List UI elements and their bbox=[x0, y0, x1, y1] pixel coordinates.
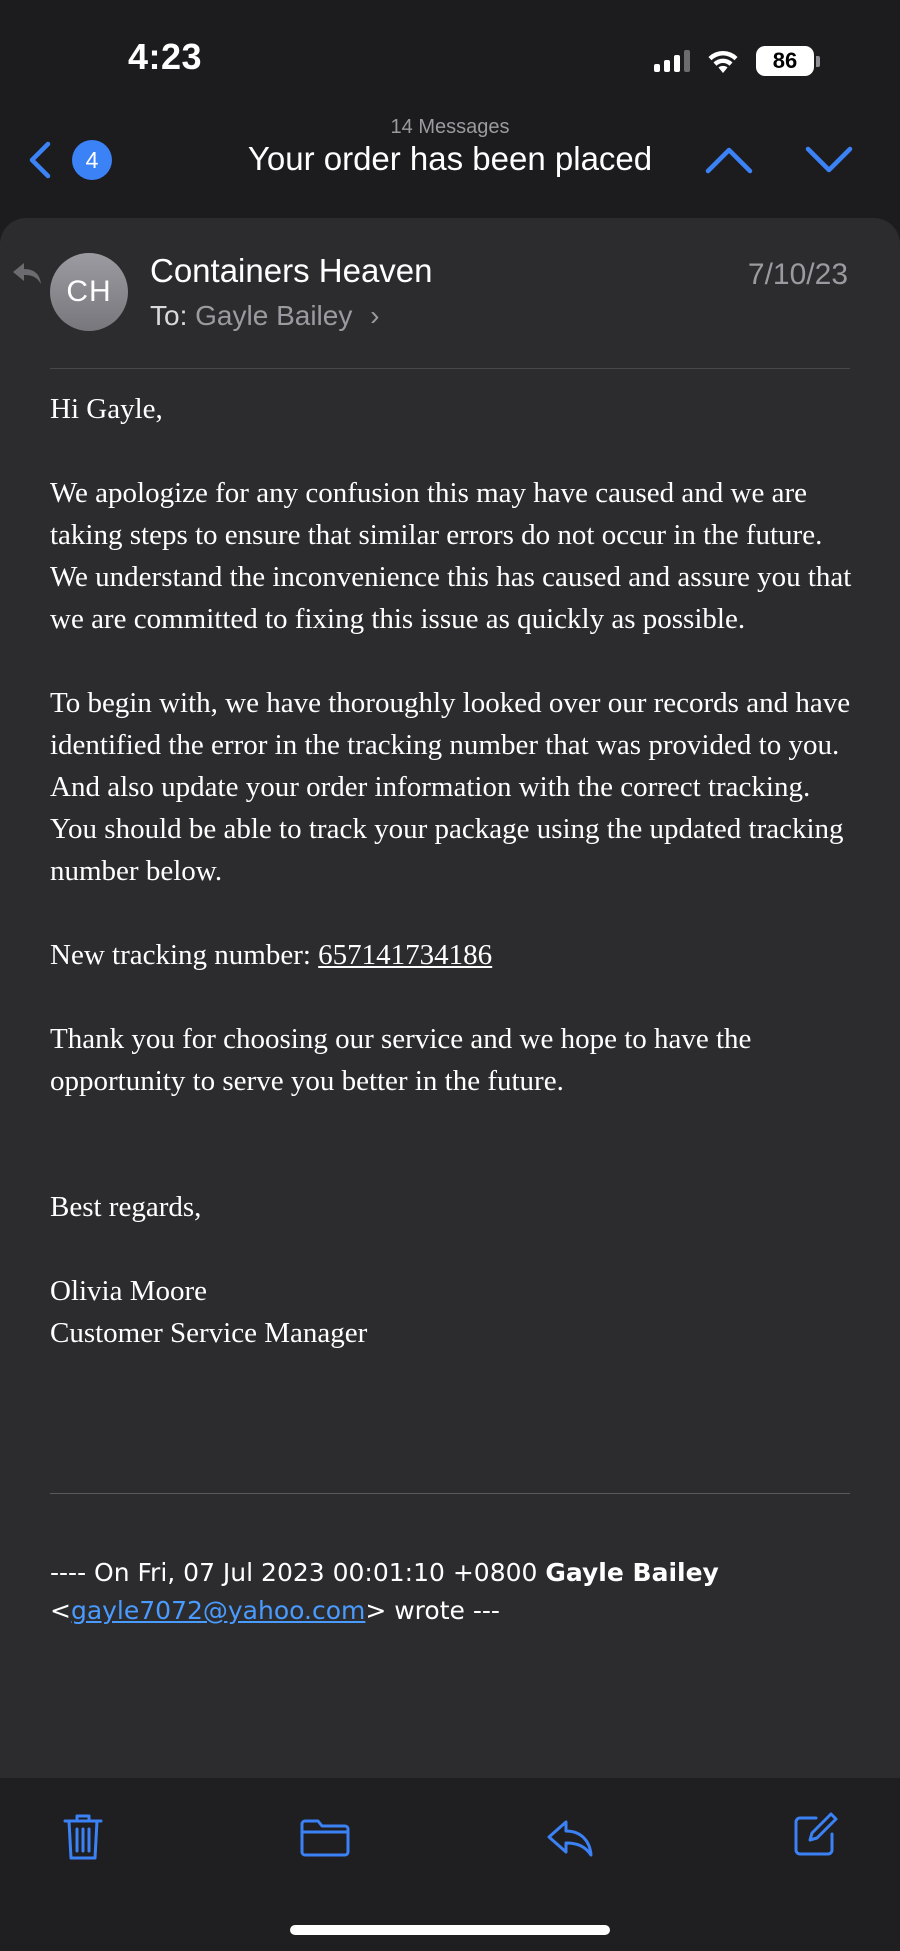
sender-name[interactable]: Containers Heaven bbox=[150, 252, 433, 289]
status-bar bbox=[0, 0, 900, 110]
status-time: 4:23 bbox=[128, 36, 203, 77]
cellular-signal-icon bbox=[654, 50, 690, 72]
compose-icon[interactable] bbox=[792, 1812, 838, 1858]
quoted-email-link[interactable]: gayle7072@yahoo.com bbox=[70, 1596, 366, 1625]
greeting: Hi Gayle, bbox=[50, 393, 163, 425]
quoted-author: Gayle Bailey bbox=[545, 1558, 719, 1587]
divider bbox=[50, 368, 850, 369]
battery-icon bbox=[756, 46, 820, 76]
home-indicator[interactable] bbox=[290, 1925, 610, 1935]
recipient-line[interactable] bbox=[150, 300, 379, 332]
signoff: Best regards, bbox=[50, 1191, 202, 1223]
signer-name: Olivia Moore bbox=[50, 1275, 208, 1307]
message-date: 7/10/23 bbox=[747, 258, 848, 291]
tracking-label: New tracking number: bbox=[50, 939, 319, 971]
tracking-number-link[interactable]: 657141734186 bbox=[318, 939, 493, 971]
quote-divider bbox=[50, 1493, 850, 1494]
body-paragraph: To begin with, we have thoroughly looked over our records and have identified the error in the tracking number that was provided to you. And also update your order information with the correct tracking. You should be able to track your package using the updated tracking number below. bbox=[50, 687, 851, 887]
thread-title-text: Your order has been placed bbox=[247, 140, 653, 177]
body-paragraph: We apologize for any confusion this may have caused and we are taking steps to ensure that similar errors do not occur in the future. We understand the inconvenience this has caused and assure you that we are committed to fixing this issue as quickly as possible. bbox=[50, 477, 852, 635]
status-icons bbox=[654, 44, 820, 78]
to-label: To: bbox=[150, 300, 188, 331]
body-paragraph: Thank you for choosing our service and we hope to have the opportunity to serve you better in the future. bbox=[50, 1023, 752, 1097]
wifi-icon bbox=[706, 48, 740, 74]
message-card bbox=[0, 218, 900, 1778]
previous-message-chevron-up-icon[interactable] bbox=[704, 144, 754, 176]
thread-title bbox=[0, 140, 900, 178]
message-count: 14 Messages bbox=[390, 116, 510, 138]
signer-title: Customer Service Manager bbox=[50, 1317, 368, 1349]
battery-level: 86 bbox=[756, 46, 814, 76]
quoted-header bbox=[50, 1554, 860, 1630]
trash-icon[interactable] bbox=[62, 1812, 104, 1862]
chevron-right-icon: › bbox=[370, 300, 380, 331]
recipient-name: Gayle Bailey bbox=[195, 300, 353, 331]
quoted-suffix: > wrote --- bbox=[365, 1596, 500, 1625]
unread-count-badge[interactable]: 4 bbox=[72, 140, 112, 180]
folder-icon[interactable] bbox=[299, 1818, 351, 1858]
next-message-chevron-down-icon[interactable] bbox=[804, 144, 854, 176]
quoted-prefix: ---- On Fri, 07 Jul 2023 00:01:10 +0800 bbox=[50, 1558, 546, 1587]
sender-avatar[interactable]: CH bbox=[50, 253, 128, 331]
nav-bar bbox=[0, 110, 900, 205]
email-body bbox=[50, 388, 860, 1354]
reply-icon[interactable] bbox=[545, 1818, 595, 1858]
quoted-lt: < bbox=[50, 1596, 71, 1625]
tracking-line bbox=[50, 934, 860, 976]
replied-arrow-icon bbox=[10, 260, 44, 288]
